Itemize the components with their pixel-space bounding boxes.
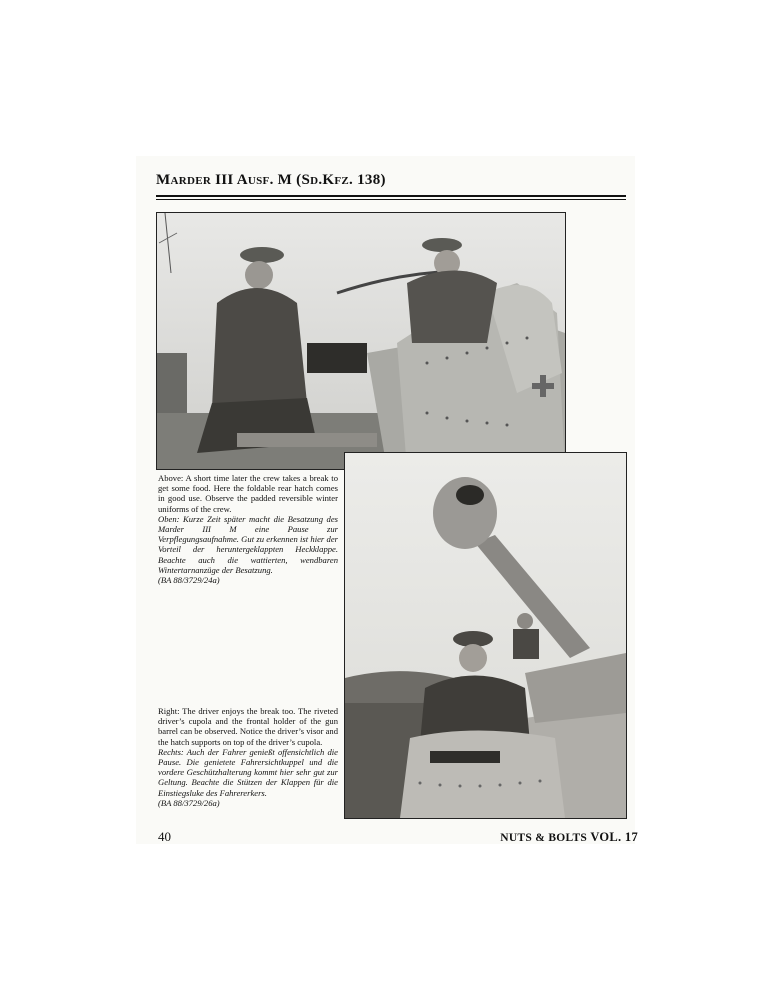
series-volume: VOL. 17: [590, 830, 638, 844]
caption-above-reference: (BA 88/3729/24a): [158, 575, 220, 586]
series-title: [500, 830, 638, 845]
page-number: 40: [158, 829, 171, 844]
crew-eating-photo: [156, 212, 566, 470]
caption-above-english: Above: A short time later the crew takes a break to get some food. Here the foldable rear hatch comes in good use. Observe the padded reversible winter uniforms of the crew.: [158, 473, 338, 514]
series-name: NUTS & BOLTS: [500, 832, 588, 844]
header-rule-thin: [156, 199, 626, 200]
header-rule: [156, 195, 626, 197]
caption-right-reference: (BA 88/3729/26a): [158, 797, 220, 808]
caption-above: [158, 473, 338, 585]
caption-right-german: Rechts: Auch der Fahrer genießt offensichtlich die Pause. Die genietete Fahrersichtkuppel und die vordere Geschützhalterung kommt hier sehr gut zur Geltung. Beachte die Stützen der Klappen für die Einstiegsluke des Fahrererkers.: [158, 746, 338, 798]
caption-above-german: Oben: Kurze Zeit später macht die Besatzung des Marder III M eine Pause zur Verpflegungsaufnahme. Gut zu erkennen ist hier der Vorteil der heruntergeklappten Heckklappe. Beachte auch die wattierten, wendbaren Wintertarnanzüge der Besatzung.: [158, 513, 338, 575]
caption-right: [158, 706, 338, 808]
driver-cupola-photo: [344, 452, 627, 819]
caption-right-english: Right: The driver enjoys the break too. The riveted driver’s cupola and the frontal holder of the gun barrel can be observed. Notice the driver’s visor and the hatch supports on top of the driver’s cupola.: [158, 706, 339, 747]
page-title: Marder III Ausf. M (Sd.Kfz. 138): [156, 172, 386, 188]
